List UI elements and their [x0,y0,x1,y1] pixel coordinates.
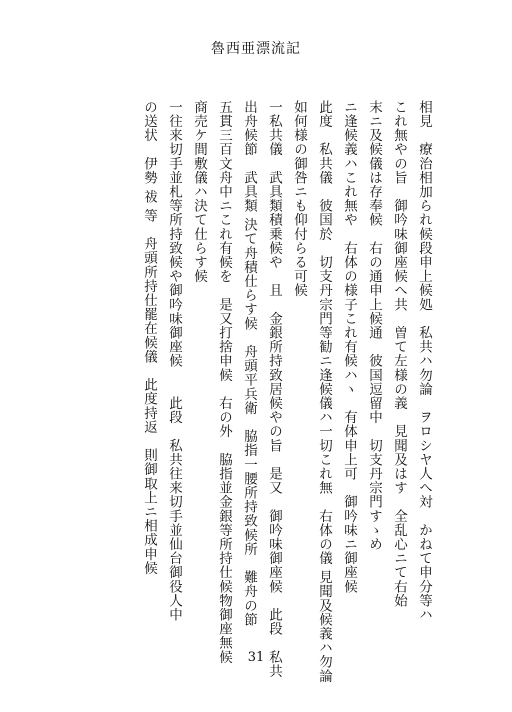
text-line: 相見 療治相加られ候段申上候処 私共ハ勿論 ヲロシヤ人へ対 かねて申分等ハ [416,100,432,622]
text-line: 如何様の御咎ニも仰付らる可候 [291,100,307,298]
text-line: 商売ケ間敷儀ハ決て仕らす候 [191,100,207,284]
text-line: 末ニ及候儀は存奉候 右の通申上候通 彼国逗留中 切支丹宗門すゝめ [366,100,382,552]
text-line: 此度 私共儀 彼国於 切支丹宗門等勧ニ逢候儀ハ一切これ無 右体の儀 見聞及候義ハ勿論 [316,100,332,683]
running-header: 魯西亜漂流記 [211,41,301,57]
page-number: 31 [247,650,265,665]
text-line: 出舟候節 武具類 決て舟積仕らす候 舟頭平兵衛 脇指一腰所持致候所 難舟の節 [241,100,257,627]
text-line: ニ逢候義ハこれ無や 右体の様子これ有候ハヽ 有体申上可 御吟味ニ御座候 [341,100,357,594]
text-line: 五貫三百文舟中ニこれ有候を 是又打捨申候 右の外 脇指並金銀等所持仕候物御座無候 [216,100,232,664]
text-line: 一往来切手並札等所持致候や御吟味御座候 此段 私共往来切手並仙台御役人中 [166,100,182,622]
text-line: の送状 伊勢 祓 等 舟頭所持仕罷在候儀 此度持返 則御取上ニ相成申候 [141,100,157,576]
text-line: 一私共儀 武具類積乗候や 且 金銀所持致居候やの旨 是又 御吟味御座候 此段 私共 [266,100,282,679]
text-line: これ無やの旨 御吟味御座候へ共 曽て左様の義 見聞及はす 全乱心ニて右始 [391,100,407,608]
